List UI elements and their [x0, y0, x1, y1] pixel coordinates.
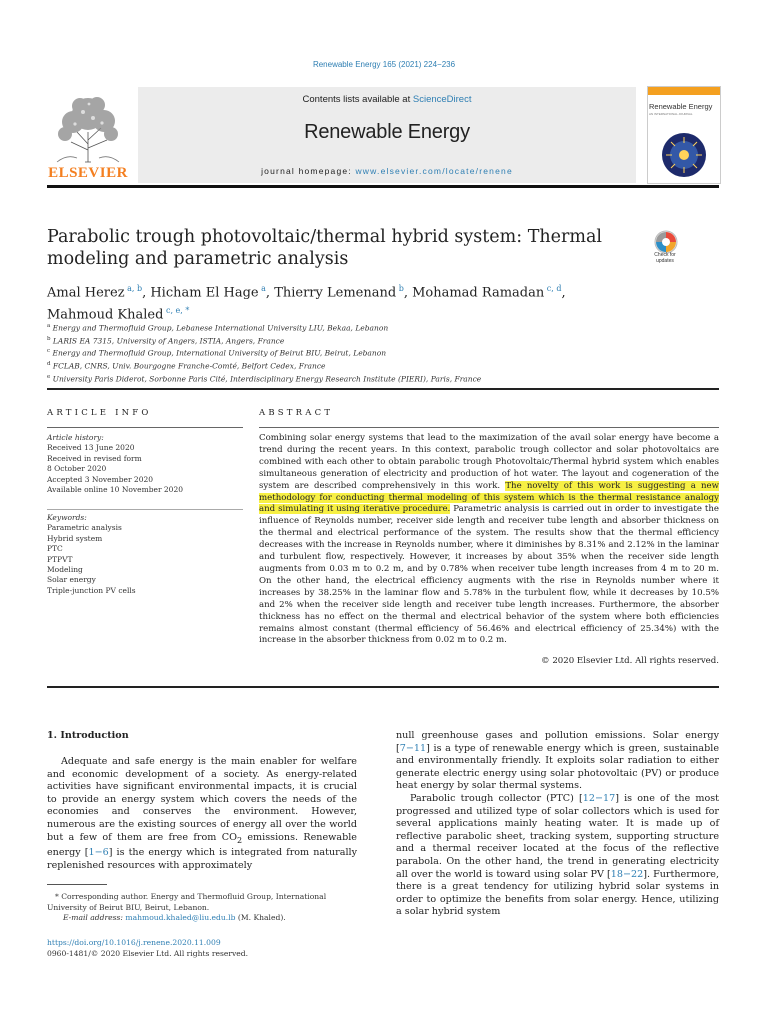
section-divider [47, 686, 719, 688]
keyword-item: PTC [47, 544, 63, 554]
keywords-list [47, 513, 243, 596]
sciencedirect-link[interactable]: ScienceDirect [412, 94, 472, 105]
keywords-rule [47, 509, 243, 510]
journal-citation[interactable]: Renewable Energy 165 (2021) 224−236 [312, 60, 456, 69]
homepage-prefix: journal homepage: [261, 166, 356, 176]
affiliation-item: $^c$ Energy and Thermofluid Group, International University of Beirut BIU, Beirut, Lebanon [47, 348, 387, 358]
body-paragraph: Adequate and safe energy is the main enabler for welfare and economic development of a society. As energy-related activities have significant environmental impacts, it is crucial to provide an energy system which covers the needs of the economies and conserves the environment. However, numerous are the existing sources of energy all over the world but a few of them are free from $CO_2$ emissions. Renewable energy [1−6] is the energy which is integrated from naturally replenished resources with approximately [47, 756, 357, 871]
abstract-text: Parametric analysis is carried out in order to investigate the influence of Reynolds number, receiver side length and receiver tube length and absorber thickness on the thermal and electrical performance of the system. The results show that the thermal efficiency decreases with the increase in Reynolds number, where it diminishes by 8.31% and 2.12% in the laminar and turbulent flow, respectively. However, it increases by about 35% when the receiver side length augments from 0.03 m to 0.2 m, and by 0.78% when receiver tube length increases from 4 m to 20 m. On the other hand, the electrical efficiency augments with the rise in Reynolds number where it increases by 38.25% in the laminar flow and 5.78% in the turbulent flow, while it decreases by 10.5% and 2% when the receiver side length and receiver tube length increases. Furthermore, the absorber thickness has no effect on the thermal and electrical behavior of the system where both efficiencies remains almost constant (thermal efficiency of 56.46% and electrical efficiency of 25.34%) with the increase in the absorber thickness from 0.02 m to 0.2 m. [259, 504, 719, 646]
affiliation-item: $^e$ University Paris Diderot, Sorbonne Paris Cité, Interdisciplinary Energy Research Institute (PIERI), Paris, France [47, 373, 482, 384]
doi-link[interactable]: https://doi.org/10.1016/j.renene.2020.11.009 [47, 938, 221, 947]
keyword-item: PTPVT [47, 554, 73, 564]
author-affil-marker[interactable]: c, e, * [165, 306, 190, 316]
abstract-text: Combining solar energy systems that lead to the maximization of the avail solar energy have become a trend during the recent years. In this context, parabolic trough collector and solar photovoltaics are combined with each other to obtain parabolic trough Photovoltaic/Thermal hybrid system which enables simultaneous generation of electricity and production of hot water. The layout and cogeneration of the system are described comprehensively in this work. [259, 433, 719, 491]
reference-link[interactable]: 18−22 [610, 868, 644, 880]
keyword-item: Parametric analysis [47, 523, 122, 533]
abstract-body [259, 433, 719, 647]
author-affil-marker[interactable]: c, d [546, 284, 562, 293]
abstract-heading: ABSTRACT [259, 408, 334, 418]
article-info-heading: ARTICLE INFO [47, 408, 152, 418]
cover-globe-icon [660, 131, 708, 179]
article-history [47, 433, 243, 495]
journal-homepage-line [138, 166, 636, 176]
article-info-rule [47, 427, 243, 428]
contents-line [138, 94, 636, 105]
history-label: Article history: [47, 433, 104, 442]
history-item: 8 October 2020 [47, 464, 107, 474]
author-name[interactable]: Thierry Lemenand [274, 285, 397, 301]
history-item: Available online 10 November 2020 [47, 485, 183, 495]
abstract-rule [259, 427, 719, 428]
body-column-left [47, 756, 357, 872]
corresponding-author-footnote: * Corresponding author. Energy and Thermofluid Group, International University of Beirut BIU, Beirut, Lebanon. E-mail address: mahmoud.khaled@liu.edu.lb (M. Khaled). [47, 892, 357, 924]
email-label: E-mail address: [63, 913, 126, 923]
author-name[interactable]: Hicham El Hage [150, 285, 259, 301]
author-name[interactable]: Mohamad Ramadan [412, 285, 545, 301]
history-item: Accepted 3 November 2020 [47, 474, 154, 484]
reference-link[interactable]: 7−11 [399, 742, 427, 754]
author-affil-marker[interactable]: a, b [127, 284, 143, 293]
body-paragraph: null greenhouse gases and pollution emissions. Solar energy [7−11] is a type of renewable energy which is green, sustainable and environmentally friendly. It exploits solar radiation to either generate electric energy using solar photovoltaic (PV) or produce heat energy by solar thermal systems. [396, 730, 719, 792]
body-paragraph: Parabolic trough collector (PTC) [12−17] is one of the most progressed and utilized type of solar collectors which is used for several applications mainly heating water. It is made up of reflective parabolic sheet, tracking system, supporting structure and a thermal receiver located at the focus of the reflective parabola. On the other hand, the trend in generating electricity all over the world is toward using solar PV [18−22]. Furthermore, there is a great tendency for utilizing hybrid solar systems in order to optimize the benefits from solar energy. Hence, utilizing a solar hybrid system [396, 792, 720, 918]
reference-link[interactable]: 12−17 [582, 792, 616, 804]
keyword-item: Modeling [47, 565, 83, 575]
body-column-right [396, 730, 719, 919]
footnote-text: * Corresponding author. Energy and Thermofluid Group, International University of Beirut BIU, Beirut, Lebanon. [47, 892, 327, 912]
author-affil-marker[interactable]: a [261, 284, 266, 293]
history-item: Received 13 June 2020 [47, 443, 135, 453]
doi-block [47, 938, 248, 959]
crossmark-label-line1: Check for [654, 252, 676, 258]
history-item: Received in revised form [47, 453, 142, 463]
keyword-item: Hybrid system [47, 533, 103, 543]
section-divider [47, 388, 719, 390]
journal-title: Renewable Energy [304, 121, 470, 143]
affiliation-item: $^d$ FCLAB, CNRS, Univ. Bourgogne Franche-Comté, Belfort Cedex, France [47, 361, 326, 371]
issn-line: 0960-1481/© 2020 Elsevier Ltd. All rights reserved. [47, 948, 249, 958]
affiliation-item: $^b$ LARIS EA 7315, University of Angers, ISTIA, Angers, France [47, 335, 285, 346]
abstract-highlight: The novelty of this work is suggesting a new methodology for conducting thermal modeling of this system which is the thermal resistance analogy and simulating it using iterative procedure. [259, 480, 719, 515]
article-title: Parabolic trough photovoltaic/thermal hybrid system: Thermal modeling and parametric analysis [47, 227, 602, 269]
author-name[interactable]: Amal Herez [47, 285, 125, 301]
keyword-item: Solar energy [47, 575, 96, 585]
author-name[interactable]: Mahmoud Khaled [47, 307, 164, 323]
section-heading-introduction: 1. Introduction [47, 730, 129, 741]
author-list: Amal Herez $^{a, b}$, Hicham El Hage $^a$, Thierry Lemenand $^b$, Mohamad Ramadan $^{c, d}$, Mahmoud Khaled $^{c, e, *}$ [47, 284, 566, 323]
keywords-label: Keywords: [47, 513, 87, 522]
affiliation-list [47, 321, 687, 385]
abstract-copyright: © 2020 Elsevier Ltd. All rights reserved. [541, 656, 719, 666]
elsevier-wordmark: ELSEVIER [48, 165, 128, 181]
homepage-link[interactable]: www.elsevier.com/locate/renene [355, 166, 513, 176]
footnote-rule [47, 884, 107, 885]
keyword-item: Triple-junction PV cells [47, 585, 136, 595]
cover-title: Renewable Energy [649, 102, 713, 111]
affiliation-item: $^a$ Energy and Thermofluid Group, Lebanese International University LIU, Bekaa, Lebanon [47, 323, 389, 333]
masthead-rule [47, 185, 719, 188]
crossmark-label-line2: updates [656, 258, 674, 264]
reference-link[interactable]: 1−6 [88, 847, 109, 859]
crossmark-label [645, 252, 685, 264]
author-affil-marker[interactable]: b [398, 284, 404, 293]
email-link[interactable]: mahmoud.khaled@liu.edu.lb [125, 913, 236, 923]
cover-subtitle: AN INTERNATIONAL JOURNAL [649, 112, 693, 116]
contents-prefix: Contents lists available at [302, 94, 413, 105]
journal-cover[interactable] [647, 86, 721, 184]
